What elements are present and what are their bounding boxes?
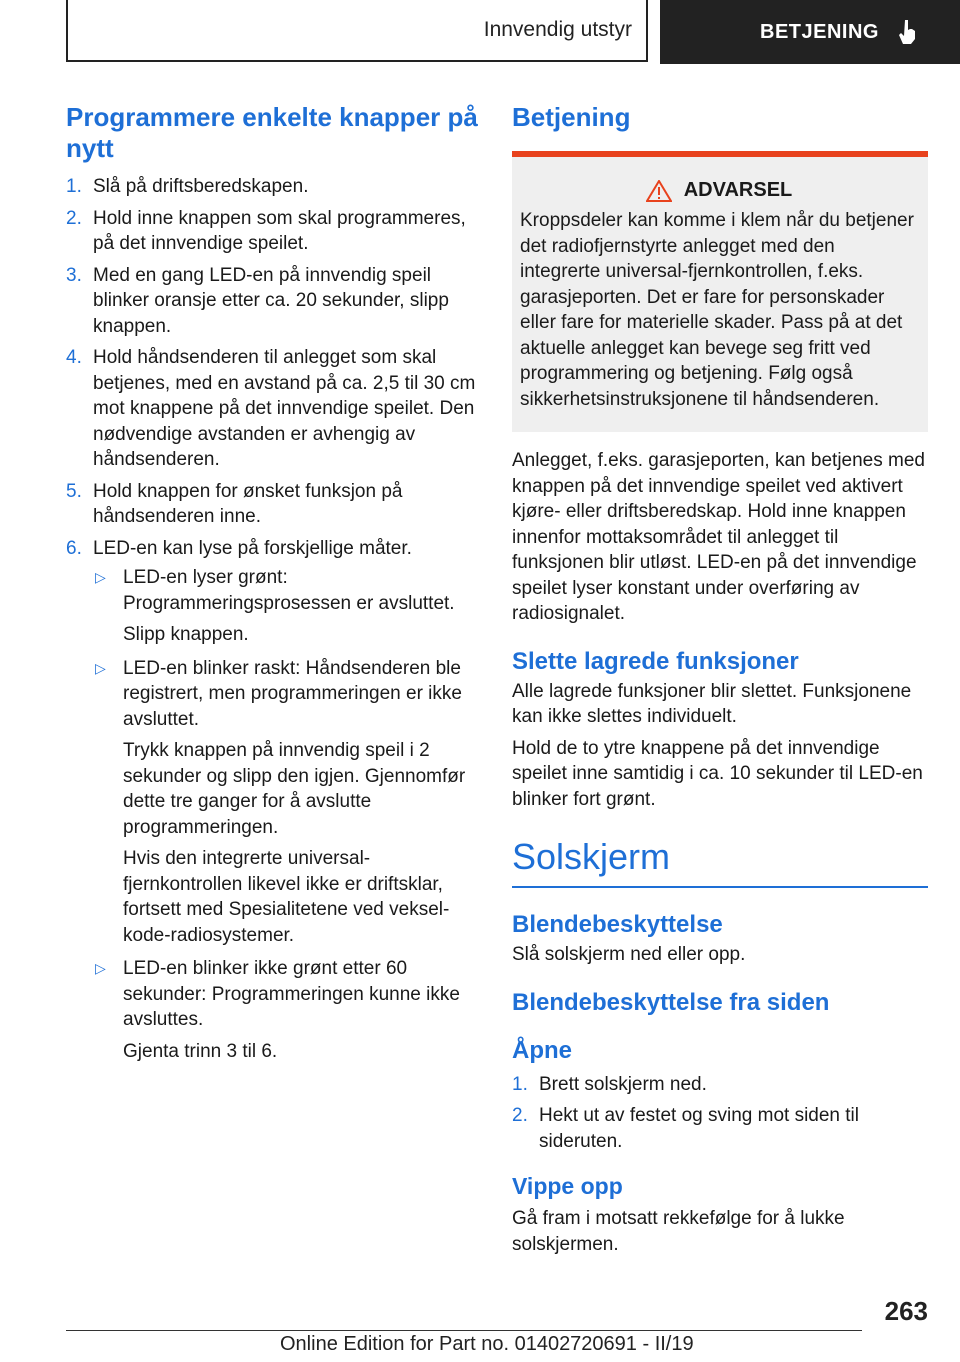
sub-text: LED-en blinker ikke grønt etter 60 sekunder: Programmeringen kunne ikke avsluttes. <box>123 958 460 1030</box>
list-item <box>66 174 478 200</box>
aapne-steps <box>512 1072 928 1155</box>
page-number: 263 <box>884 1296 928 1326</box>
led-states <box>93 565 478 1064</box>
step-number: 5. <box>66 480 82 502</box>
chapter-title: BETJENING <box>760 20 879 43</box>
heading-vippe-opp: Vippe opp <box>512 1173 623 1199</box>
warning-box <box>512 157 928 432</box>
warning-text: Kroppsdeler kan komme i klem når du betjener det radiofjernstyrte anlegget med den integrerte universal-fjernkontrollen, f.eks. garasjeporten. Det er fare for personskader eller fare for materielle skader. Pass på at det aktuelle anlegget kan bevege seg fritt ved programmering og betjening. Følg også sikkerhetsinstruksjonene til håndsenderen. <box>520 210 914 410</box>
step-number: 1. <box>66 176 82 197</box>
list-item <box>66 479 478 530</box>
vippe-text: Gå fram i motsatt rekkefølge for å lukke solskjermen. <box>512 1208 845 1255</box>
step-text: Hekt ut av festet og sving mot siden til sideruten. <box>539 1105 859 1152</box>
reprogram-steps <box>66 174 478 1064</box>
step-text: Med en gang LED-en på innvendig speil blinker oransje etter ca. 20 sekunder, slipp knappen. <box>93 264 449 337</box>
heading-slette: Slette lagrede funksjoner <box>512 647 799 675</box>
list-item <box>512 1103 928 1154</box>
sub-cont: Gjenta trinn 3 til 6. <box>123 1040 278 1062</box>
warning-header <box>520 179 918 202</box>
list-item <box>66 536 478 1065</box>
blende-text: Slå solskjerm ned eller opp. <box>512 944 746 965</box>
heading-blende-siden: Blendebeskyttelse fra siden <box>512 988 830 1016</box>
step-number: 2. <box>512 1105 528 1126</box>
heading-solskjerm: Solskjerm <box>512 836 928 888</box>
heading-aapne: Åpne <box>512 1036 572 1064</box>
step-number: 4. <box>66 347 82 368</box>
slette-text-1: Alle lagrede funksjoner blir slettet. Funksjonene kan ikke slettes individuelt. <box>512 680 912 727</box>
list-item <box>66 206 478 257</box>
step-number: 1. <box>512 1073 528 1095</box>
pointing-hand-icon <box>897 18 921 46</box>
step-number: 2. <box>66 207 82 229</box>
warning-title: ADVARSEL <box>683 179 793 201</box>
list-item <box>512 1072 928 1098</box>
slette-text-2: Hold de to ytre knappene på det innvendige speilet inne samtidig i ca. 10 sekunder til LED-en blinker fort grønt. <box>512 737 923 810</box>
list-item <box>66 345 478 473</box>
heading-reprogram: Programmere enkelte knapper på nytt <box>66 102 478 163</box>
footer-edition: Online Edition for Part no. 01402720691 - II/19 <box>280 1333 694 1355</box>
page-header <box>66 0 960 64</box>
step-text: Hold håndsenderen til anlegget som skal betjenes, med en avstand på ca. 2,5 til 30 cm mot knappene på det innvendige speilet. Den nødvendige avstanden er avhengig av håndsenderen. <box>93 347 476 470</box>
sub-cont: Trykk knappen på innvendig speil i 2 sekunder og slipp den igjen. Gjennomfør dette tre ganger for å avslutte programmeringen. <box>123 740 466 838</box>
sub-cont: Hvis den integrerte universal-fjernkontrollen likevel ikke er driftsklar, fortsett med Spesialitetene ved veksel-kode-radiosystemer. <box>123 848 450 946</box>
list-item <box>93 565 478 648</box>
heading-blendebeskyttelse: Blendebeskyttelse <box>512 911 723 938</box>
step-number: 6. <box>66 537 82 559</box>
left-column <box>66 102 478 1072</box>
warning-triangle-icon <box>646 180 672 202</box>
betjening-text: Anlegget, f.eks. garasjeporten, kan betjenes med knappen på det innvendige speilet ved aktivert kjøre- eller driftsberedskap. Hold inne knappen innenfor mottaksområdet til anlegget til funksjonen blir utløst. LED-en på det innvendige speilet lyser konstant under overføring av radiosignalet. <box>512 450 925 624</box>
list-item <box>93 656 478 949</box>
list-item <box>66 263 478 340</box>
step-text: Hold inne knappen som skal programmeres, på det innvendige speilet. <box>93 207 466 254</box>
footer-divider <box>66 1330 862 1331</box>
section-title: Innvendig utstyr <box>66 0 648 62</box>
sub-text: LED-en lyser grønt: Programmeringsprosessen er avsluttet. <box>123 567 455 614</box>
step-number: 3. <box>66 264 82 286</box>
list-item <box>93 956 478 1064</box>
sub-text: LED-en blinker raskt: Håndsenderen ble registrert, men programmeringen er ikke avsluttet. <box>123 657 462 730</box>
step-text: Hold knappen for ønsket funksjon på håndsenderen inne. <box>93 480 403 527</box>
step-text: Slå på driftsberedskapen. <box>93 176 309 197</box>
triangle-bullet-icon: ▷ <box>95 569 106 585</box>
triangle-bullet-icon: ▷ <box>95 659 106 676</box>
sub-cont: Slipp knappen. <box>123 624 249 645</box>
chapter-tab[interactable] <box>660 0 960 64</box>
step-text: Brett solskjerm ned. <box>539 1073 707 1095</box>
right-column <box>512 102 928 1257</box>
triangle-bullet-icon: ▷ <box>95 960 106 976</box>
step-text: LED-en kan lyse på forskjellige måter. <box>93 537 412 559</box>
heading-betjening: Betjening <box>512 102 631 132</box>
